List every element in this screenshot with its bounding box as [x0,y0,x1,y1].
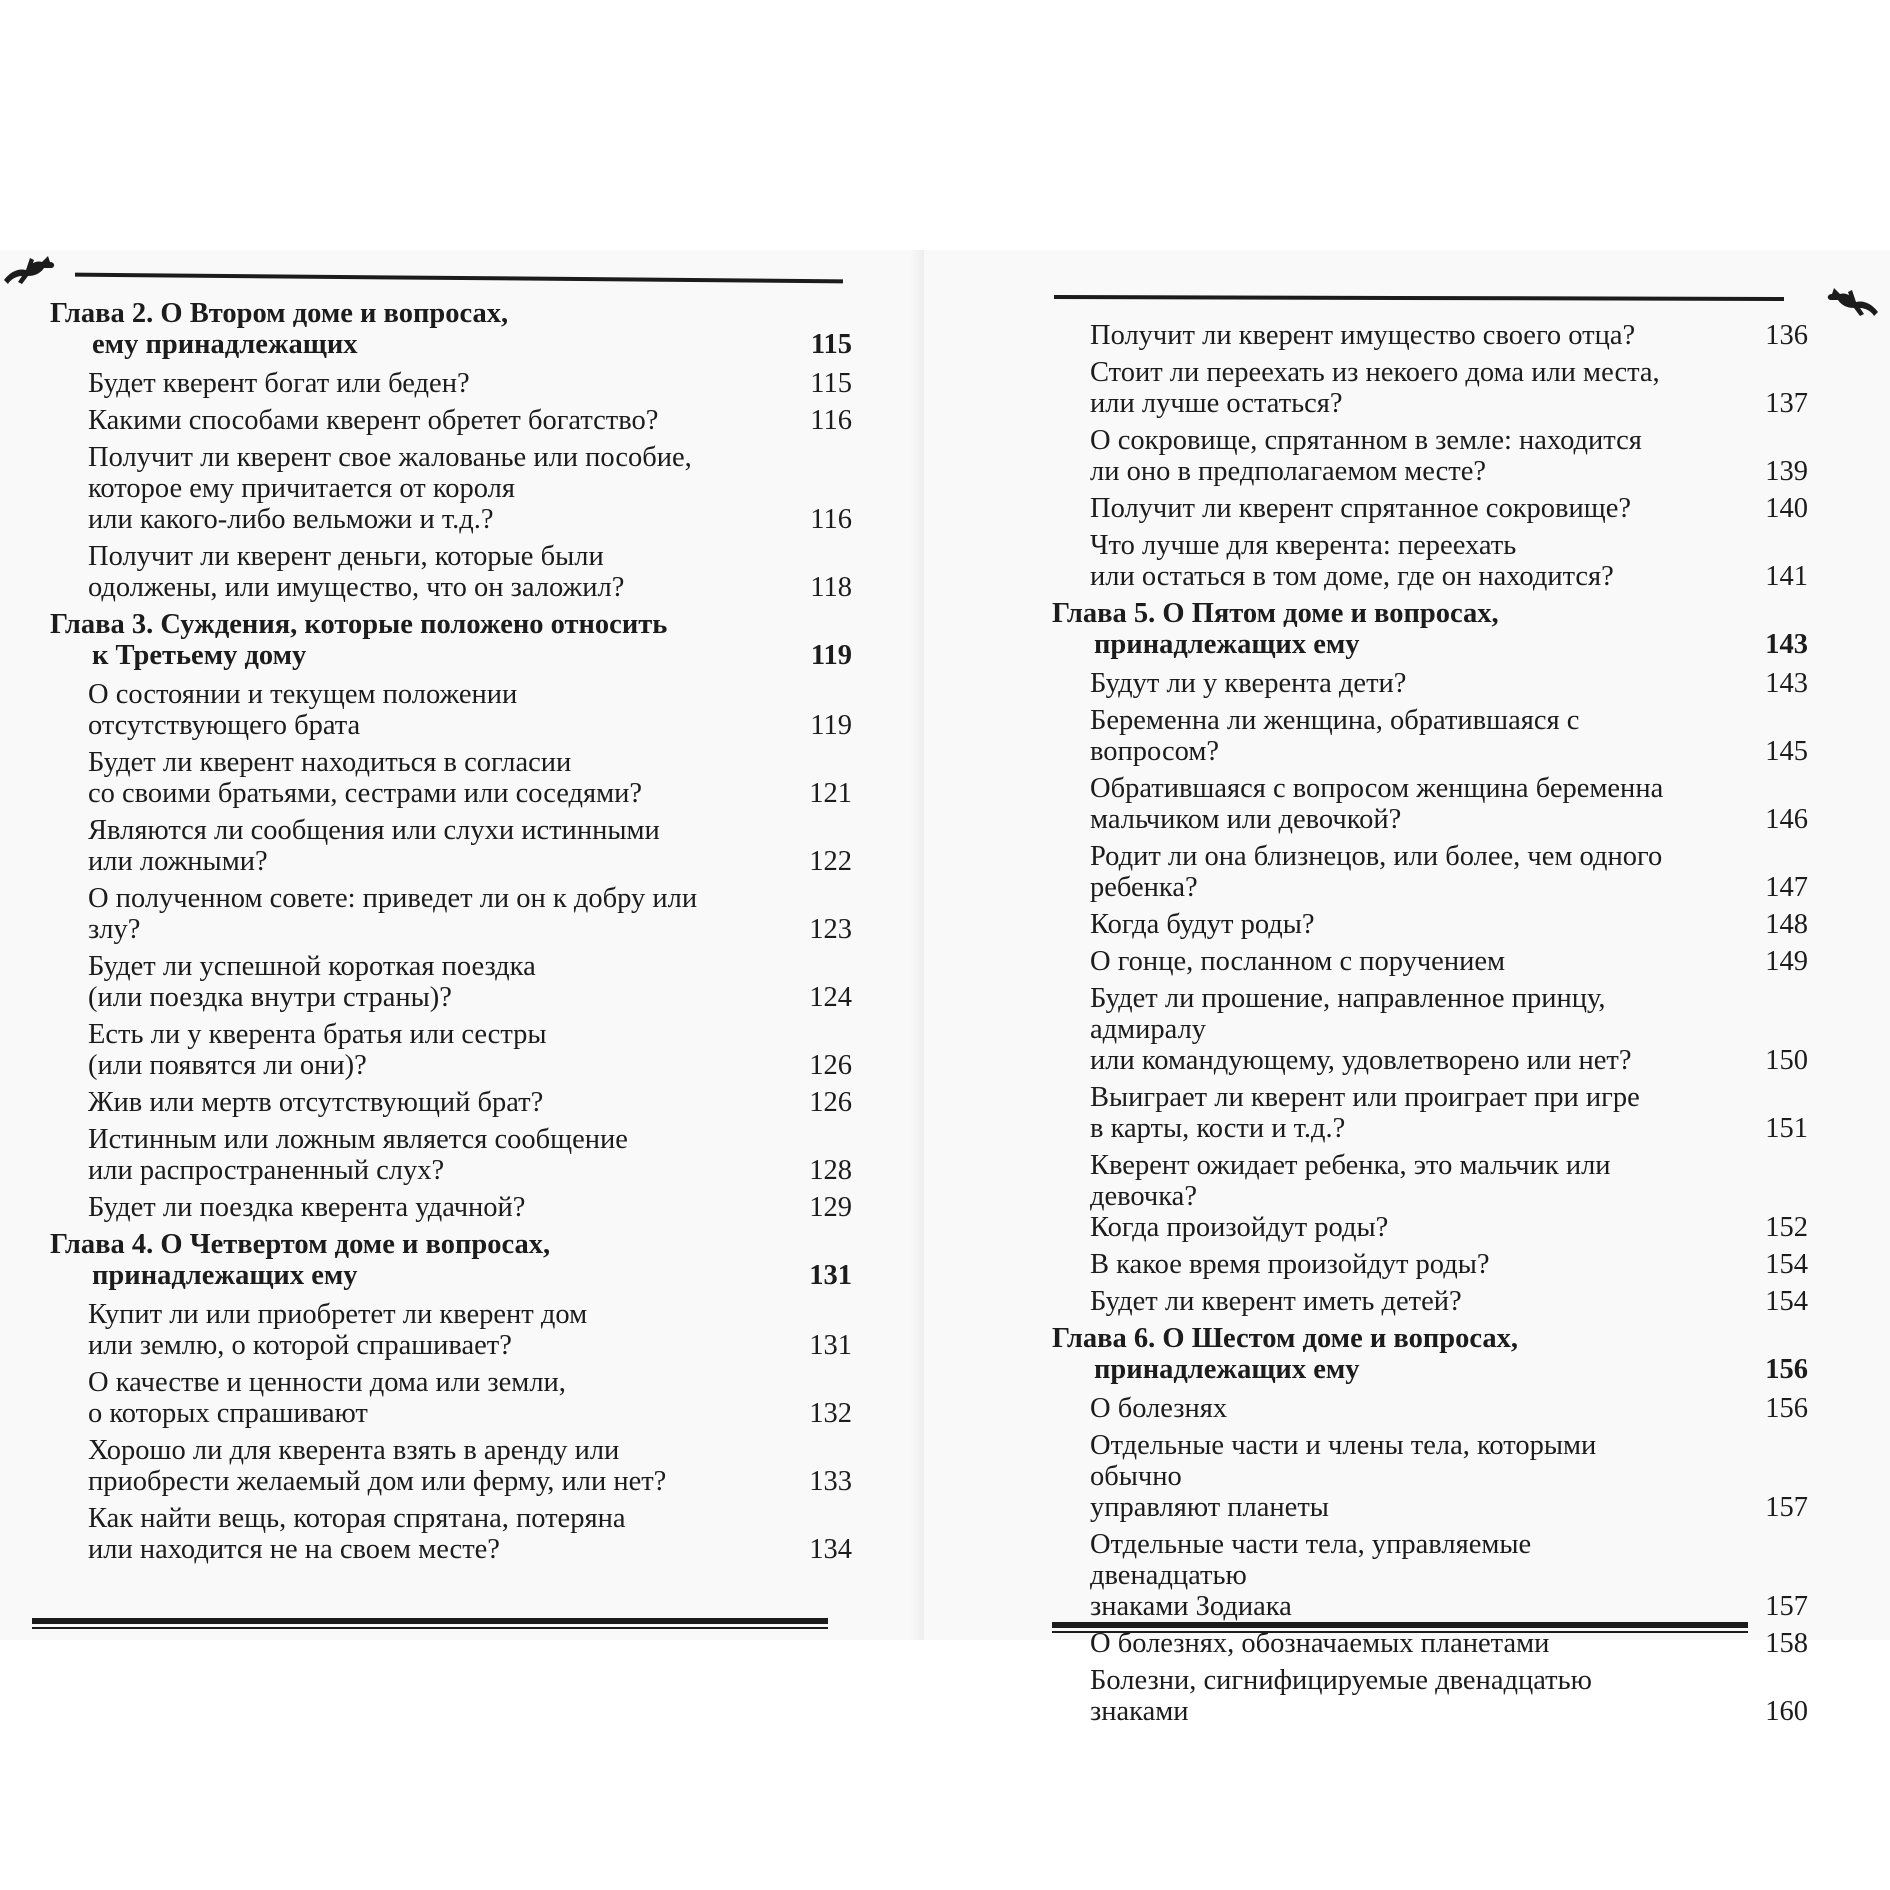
toc-entry [1052,1665,1808,1727]
entry-title [36,883,756,945]
entry-line: принадлежащих ему [92,1260,358,1291]
page-number: 143 [1765,668,1808,699]
page-number: 145 [1765,736,1808,767]
entry-line: Купит ли или приобретет ли кверент дом [88,1299,588,1330]
toc-entry [1052,841,1808,903]
toc-entry [1052,1150,1808,1243]
entry-title [1052,425,1694,487]
page-number: 156 [1765,1393,1808,1424]
toc-entry [1052,909,1808,940]
entry-line: или лучше остаться? [1090,388,1343,419]
entry-line: Как найти вещь, которая спрятана, потеряна [88,1503,626,1534]
entry-title [36,679,756,741]
entry-line: Будет ли кверент иметь детей? [1090,1286,1462,1317]
entry-line: О гонце, посланном с поручением [1090,946,1506,977]
page-number: 136 [1765,320,1808,351]
toc-entry [36,541,856,603]
entry-line: или командующему, удовлетворено или нет? [1090,1045,1632,1076]
entry-line: Какими способами кверент обретет богатство? [88,405,659,436]
entry-line: ребенка? [1090,872,1198,903]
toc-entry [1052,320,1808,351]
entry-line: которое ему причитается от короля [88,473,515,504]
page-number: 132 [809,1398,852,1429]
entry-title [36,747,756,809]
toc-entry [36,1503,856,1565]
entry-title [36,405,756,436]
toc-entry [36,1124,856,1186]
page-number: 133 [809,1466,852,1497]
entry-line: мальчиком или девочкой? [1090,804,1402,835]
toc-entry [1052,530,1808,592]
entry-line: О сокровище, спрятанном в земле: находится [1090,425,1642,456]
toc-entry [36,951,856,1013]
top-rule [75,273,843,284]
page-number: 126 [809,1050,852,1081]
chapter-title [36,609,756,671]
entry-line: или распространенный слух? [88,1155,445,1186]
entry-line: Обратившаяся с вопросом женщина беременна [1090,773,1664,804]
entry-line: принадлежащих ему [1094,1354,1360,1385]
page-number: 157 [1765,1492,1808,1523]
entry-line: Глава 2. О Втором доме и вопросах, [50,298,509,329]
toc-entry [36,1435,856,1497]
page-number: 151 [1765,1113,1808,1144]
toc-entry [1052,705,1808,767]
entry-line: О болезнях [1090,1393,1228,1424]
page-number: 146 [1765,804,1808,835]
page-number: 148 [1765,909,1808,940]
page-number: 140 [1765,493,1808,524]
entry-line: Будут ли у кверента дети? [1090,668,1407,699]
entry-line: Получит ли кверент деньги, которые были [88,541,604,572]
entry-line: Отдельные части и члены тела, которыми обычно [1090,1430,1597,1492]
page-number: 126 [809,1087,852,1118]
entry-line: или землю, о которой спрашивает? [88,1330,512,1361]
page-number: 156 [1765,1354,1808,1385]
page-number: 122 [809,846,852,877]
entry-title [36,951,756,1013]
toc-right [1052,320,1808,1733]
page-number: 152 [1765,1212,1808,1243]
entry-line: Глава 6. О Шестом доме и вопросах, [1052,1323,1518,1354]
chapter-heading [1052,598,1808,660]
page-number: 158 [1765,1628,1808,1659]
toc-entry [1052,946,1808,977]
toc-entry [36,1367,856,1429]
toc-entry [36,1192,856,1223]
page-number: 157 [1765,1591,1808,1622]
page-number: 118 [810,572,852,603]
page-number: 121 [809,778,852,809]
toc-entry [1052,1529,1808,1622]
page-number: 154 [1765,1286,1808,1317]
toc-entry [1052,425,1808,487]
chapter-heading [36,609,856,671]
entry-title [1052,773,1694,835]
entry-title [1052,493,1694,524]
entry-line: к Третьему дому [92,640,307,671]
toc-entry [36,1087,856,1118]
page-number: 123 [809,914,852,945]
toc-entry [36,1019,856,1081]
entry-line: Когда будут роды? [1090,909,1315,940]
page-number: 116 [810,405,852,436]
entry-line: управляют планеты [1090,1492,1329,1523]
entry-line: одолжены, или имущество, что он заложил? [88,572,625,603]
toc-entry [1052,1286,1808,1317]
entry-title [1052,1393,1694,1424]
toc-entry [1052,668,1808,699]
entry-line: Глава 4. О Четвертом доме и вопросах, [50,1229,551,1260]
toc-entry [1052,773,1808,835]
toc-entry [36,883,856,945]
entry-title [1052,357,1694,419]
entry-title [36,1124,756,1186]
bottom-rule [1052,1622,1748,1633]
entry-title [1052,1249,1694,1280]
entry-line: Будет ли успешной короткая поездка [88,951,536,982]
entry-line: О качестве и ценности дома или земли, [88,1367,566,1398]
entry-title [1052,946,1694,977]
entry-title [1052,1430,1694,1523]
page-number: 128 [809,1155,852,1186]
entry-title [36,368,756,399]
chapter-heading [1052,1323,1808,1385]
entry-line: или какого-либо вельможи и т.д.? [88,504,494,535]
entry-line: Беременна ли женщина, обратившаяся с вопросом? [1090,705,1580,767]
entry-title [1052,909,1694,940]
entry-title [36,442,756,535]
toc-entry [36,679,856,741]
entry-line: принадлежащих ему [1094,629,1360,660]
page-number: 154 [1765,1249,1808,1280]
entry-line: Что лучше для кверента: переехать [1090,530,1517,561]
entry-line: Получит ли кверент спрятанное сокровище? [1090,493,1631,524]
page-number: 119 [810,710,852,741]
entry-line: В какое время произойдут роды? [1090,1249,1490,1280]
toc-entry [1052,1082,1808,1144]
entry-line: Будет кверент богат или беден? [88,368,470,399]
entry-line: Выиграет ли кверент или проиграет при игре [1090,1082,1640,1113]
page-number: 129 [809,1192,852,1223]
entry-line: или ложными? [88,846,268,877]
entry-title [1052,841,1694,903]
entry-line: О полученном совете: приведет ли он к добру или злу? [88,883,698,945]
entry-line: Когда произойдут роды? [1090,1212,1389,1243]
entry-line: О состоянии и текущем положении [88,679,518,710]
entry-line: Являются ли сообщения или слухи истинными [88,815,660,846]
entry-title [1052,320,1694,351]
entry-line: Есть ли у кверента братья или сестры [88,1019,547,1050]
page-number: 139 [1765,456,1808,487]
entry-line: Истинным или ложным является сообщение [88,1124,628,1155]
entry-line: Болезни, сигнифицируемые двенадцатью знаками [1090,1665,1592,1727]
toc-entry [36,747,856,809]
entry-title [36,1087,756,1118]
entry-title [36,1367,756,1429]
toc-entry [36,368,856,399]
entry-line: ли оно в предполагаемом месте? [1090,456,1487,487]
page-number: 141 [1765,561,1808,592]
page-number: 149 [1765,946,1808,977]
horse-rider-ornament-icon [0,250,70,290]
entry-line: приобрести желаемый дом или ферму, или нет? [88,1466,667,1497]
entry-title [36,1192,756,1223]
toc-entry [36,1299,856,1361]
entry-line: Будет ли прошение, направленное принцу, адмиралу [1090,983,1606,1045]
entry-title [36,1019,756,1081]
entry-title [1052,1529,1694,1622]
entry-title [36,1435,756,1497]
page-number: 124 [809,982,852,1013]
entry-line: ему принадлежащих [92,329,358,360]
toc-entry [36,815,856,877]
entry-line: отсутствующего брата [88,710,361,741]
entry-line: Кверент ожидает ребенка, это мальчик или девочка? [1090,1150,1611,1212]
entry-line: Будет ли кверент находиться в согласии [88,747,572,778]
toc-entry [1052,1393,1808,1424]
horse-rider-ornament-icon [1812,280,1882,324]
right-page [924,250,1890,1727]
chapter-title [36,1229,756,1291]
entry-line: (или поездка внутри страны)? [88,982,452,1013]
entry-line: Глава 3. Суждения, которые положено относить [50,609,668,640]
entry-line: знаками Зодиака [1090,1591,1292,1622]
chapter-title [1052,598,1694,660]
entry-line: или находится не на своем месте? [88,1534,500,1565]
entry-line: Хорошо ли для кверента взять в аренду или [88,1435,620,1466]
entry-line: (или появятся ли они)? [88,1050,367,1081]
chapter-heading [36,298,856,360]
toc-entry [1052,1249,1808,1280]
entry-title [36,1299,756,1361]
page-number: 147 [1765,872,1808,903]
toc-entry [36,405,856,436]
entry-line: в карты, кости и т.д.? [1090,1113,1346,1144]
entry-title [1052,983,1694,1076]
page-number: 150 [1765,1045,1808,1076]
toc-entry [1052,1430,1808,1523]
entry-line: Отдельные части тела, управляемые двенадцатью [1090,1529,1532,1591]
entry-title [1052,668,1694,699]
entry-title [1052,1286,1694,1317]
entry-title [1052,1150,1694,1243]
toc-entry [1052,493,1808,524]
page-number: 134 [809,1534,852,1565]
toc-entry [1052,983,1808,1076]
toc-entry [1052,357,1808,419]
bottom-rule [32,1618,828,1629]
page-number: 115 [810,368,852,399]
entry-line: Получит ли кверент свое жалованье или пособие, [88,442,692,473]
entry-line: о которых спрашивают [88,1398,368,1429]
entry-title [1052,530,1694,592]
entry-line: Родит ли она близнецов, или более, чем одного [1090,841,1663,872]
entry-line: со своими братьями, сестрами или соседями? [88,778,643,809]
entry-title [1052,1082,1694,1144]
entry-line: Стоит ли переехать из некоего дома или места, [1090,357,1660,388]
left-page [0,250,922,1640]
entry-line: Жив или мертв отсутствующий брат? [88,1087,544,1118]
toc-left [36,292,856,1571]
toc-entry [36,442,856,535]
page-number: 137 [1765,388,1808,419]
page-number: 131 [809,1260,852,1291]
chapter-title [36,298,756,360]
page-number: 116 [810,504,852,535]
page-number: 115 [810,329,852,360]
page-number: 119 [810,640,852,671]
entry-line: или остаться в том доме, где он находится? [1090,561,1614,592]
chapter-title [1052,1323,1694,1385]
entry-line: Глава 5. О Пятом доме и вопросах, [1052,598,1499,629]
page-number: 160 [1765,1696,1808,1727]
entry-title [36,541,756,603]
top-rule [1054,295,1784,301]
chapter-heading [36,1229,856,1291]
page-number: 143 [1765,629,1808,660]
entry-title [1052,705,1694,767]
entry-line: Будет ли поездка кверента удачной? [88,1192,526,1223]
entry-line: Получит ли кверент имущество своего отца? [1090,320,1636,351]
entry-title [36,815,756,877]
page-number: 131 [809,1330,852,1361]
entry-title [1052,1665,1694,1727]
entry-line: О болезнях, обозначаемых планетами [1090,1628,1550,1659]
entry-title [36,1503,756,1565]
